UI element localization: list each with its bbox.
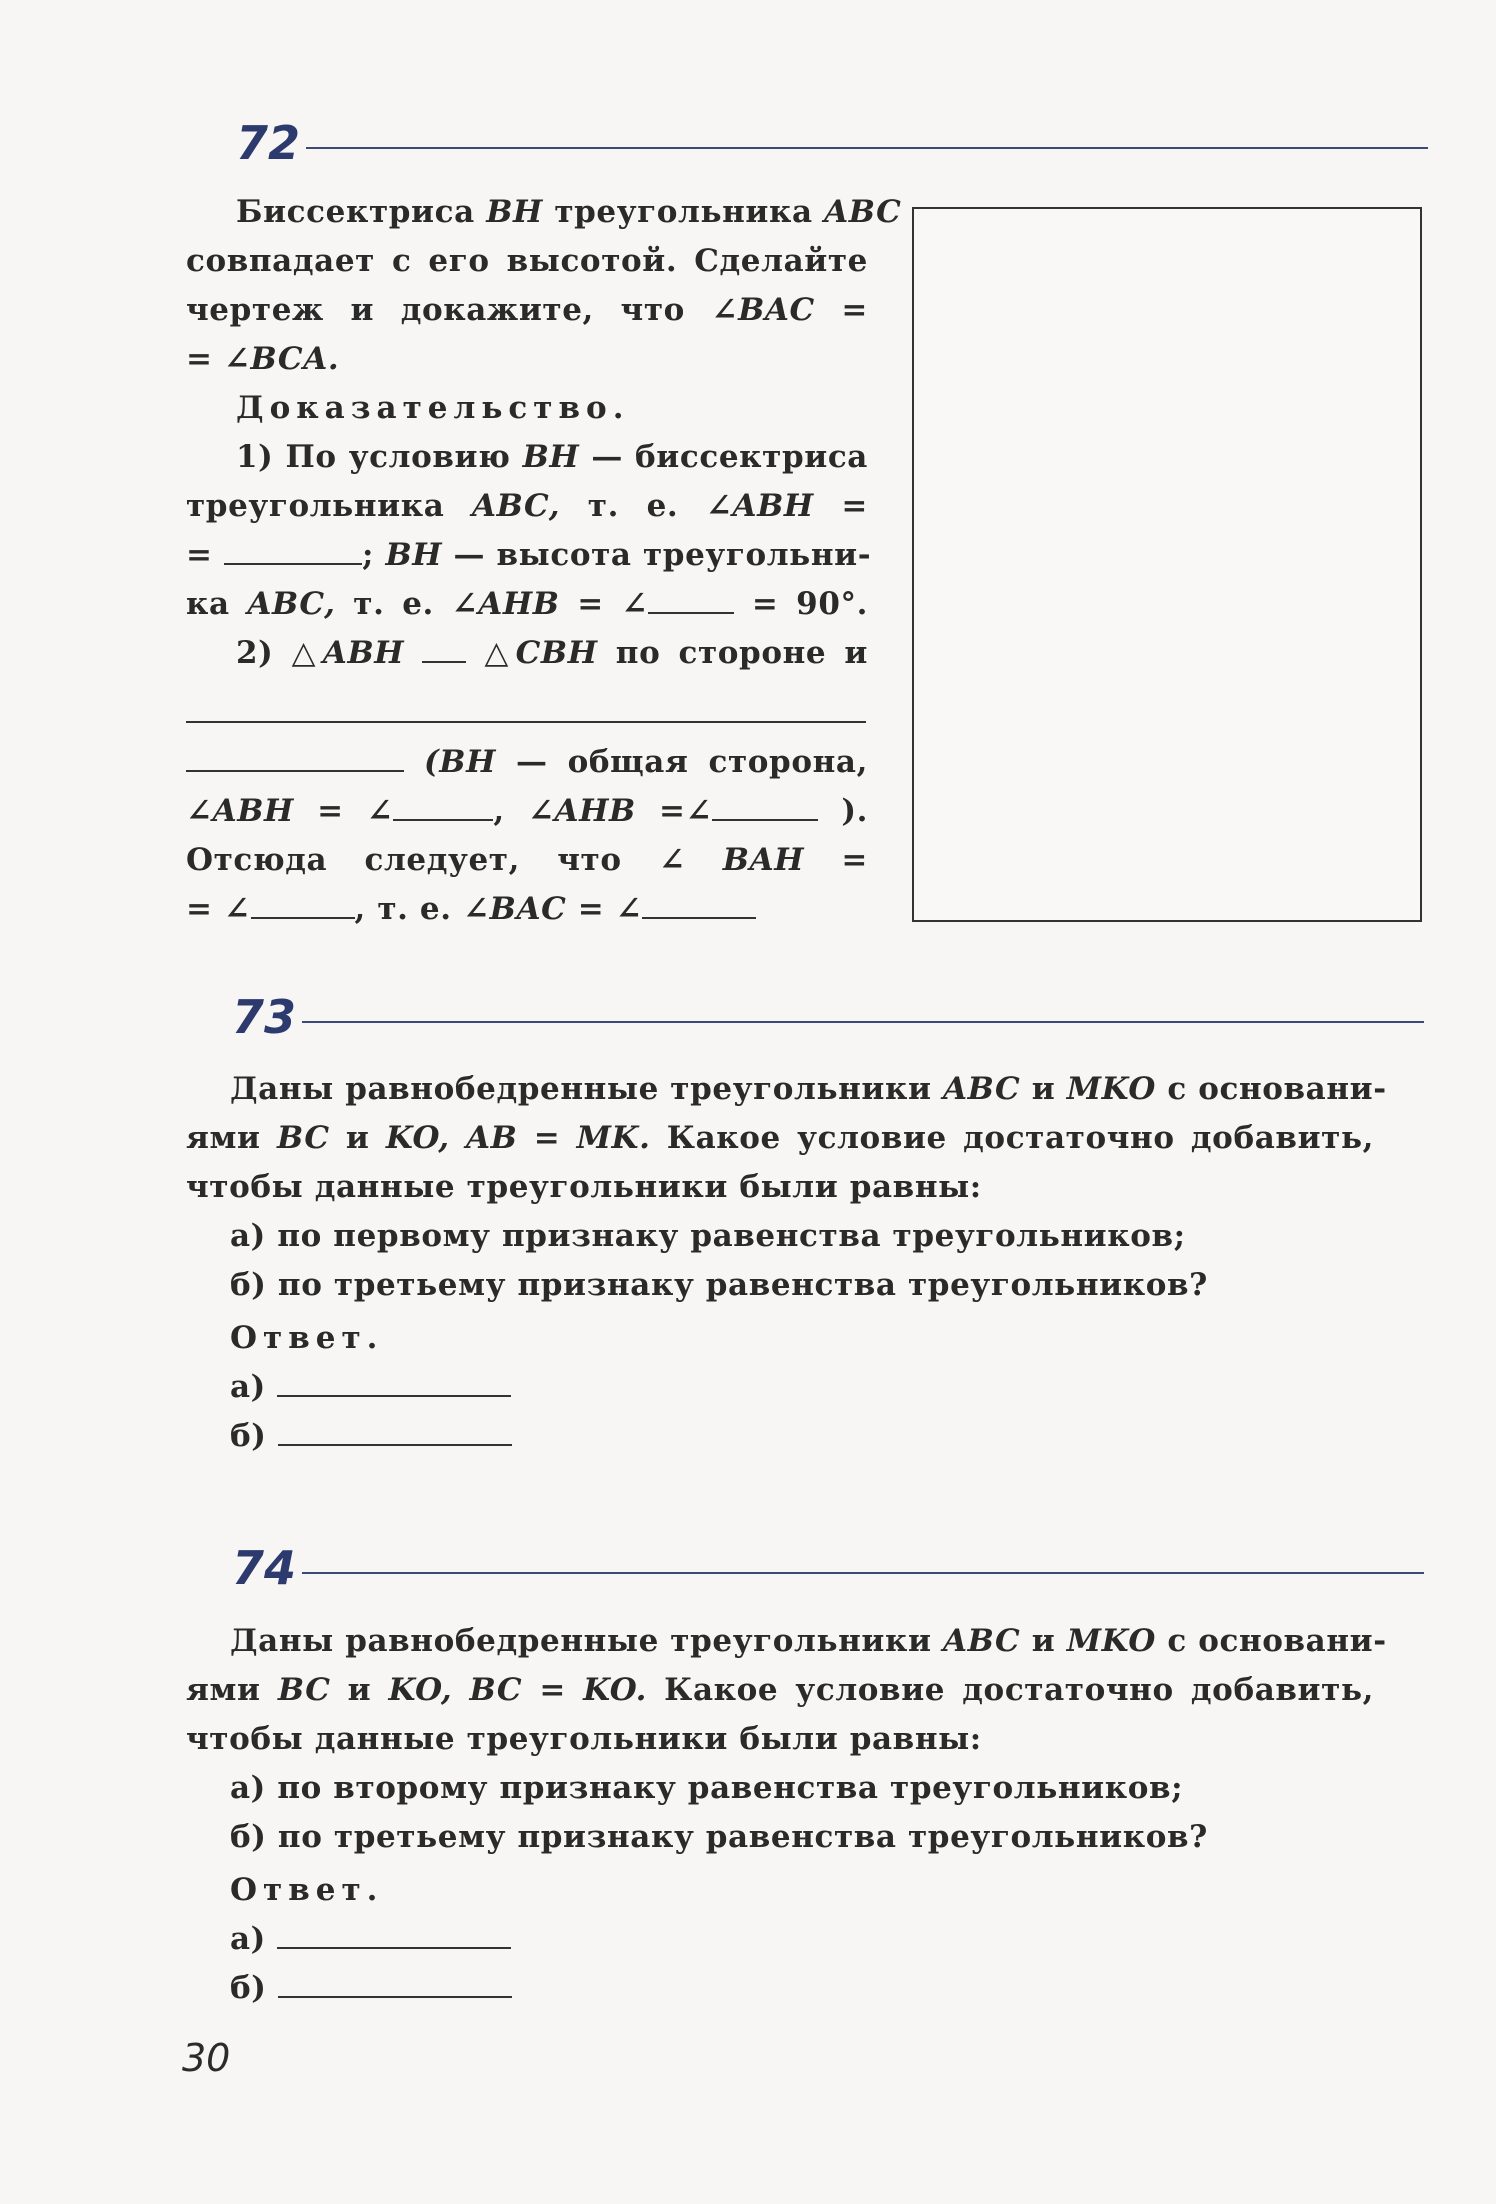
problem-72-header: [236, 113, 1428, 173]
problem-74-header: [232, 1538, 1424, 1598]
answer-a-blank[interactable]: [277, 1365, 511, 1397]
problem-number: 73: [232, 990, 297, 1044]
header-rule: [302, 1021, 1424, 1023]
page-number: 30: [182, 2036, 231, 2080]
problem-73-header: [232, 987, 1424, 1047]
problem-72-text-cont: (BH — общая сторона, ∠ABH = ∠ , ∠AHB =∠ ). Отсюда следует, что ∠ BAH = = ∠ , т. е. ∠BAC = ∠: [186, 738, 868, 934]
answer-label: Ответ.: [230, 1872, 384, 1908]
problem-74-text: Даны равнобедренные треугольники ABC и MKO с основани- ями BC и KO, BC = KO. Какое условие достаточно добавить, чтобы данные треугольники были равны: а) по второму признаку равенства треугольников; б) по третьему признаку равенства треугольников? Ответ. а) б): [186, 1623, 1387, 2006]
answer-blank[interactable]: [422, 631, 466, 663]
answer-label: Ответ.: [230, 1320, 384, 1356]
problem-72-text: Биссектриса BH треугольника ABC совпадает с его высотой. Сделайте чертеж и докажите, что ∠BAC = = ∠BCA. Доказательство. 1) По условию BH — биссектриса треугольника ABC, т. е. ∠ABH = = ; BH — высота треугольни- ка ABC, т. е. ∠AHB = ∠ = 90°. 2) △ABH △CBH по стороне и: [186, 194, 902, 671]
answer-blank[interactable]: [393, 789, 493, 821]
answer-blank[interactable]: [648, 582, 734, 614]
answer-blank[interactable]: [224, 533, 362, 565]
problem-number: 74: [232, 1541, 297, 1595]
answer-rule[interactable]: [186, 721, 866, 723]
answer-blank[interactable]: [251, 887, 355, 919]
answer-b-blank[interactable]: [278, 1966, 512, 1998]
problem-73-text: Даны равнобедренные треугольники ABC и MKO с основани- ями BC и KO, AB = MK. Какое условие достаточно добавить, чтобы данные треугольники были равны: а) по первому признаку равенства треугольников; б) по третьему признаку равенства треугольников? Ответ. а) б): [186, 1071, 1387, 1454]
answer-blank[interactable]: [642, 887, 756, 919]
header-rule: [302, 1572, 1424, 1574]
answer-a-blank[interactable]: [277, 1917, 511, 1949]
header-rule: [306, 147, 1428, 149]
answer-blank[interactable]: [186, 740, 404, 772]
answer-blank[interactable]: [712, 789, 818, 821]
answer-b-blank[interactable]: [278, 1414, 512, 1446]
proof-title: Доказательство.: [236, 390, 630, 426]
drawing-area[interactable]: [912, 207, 1422, 922]
problem-number: 72: [236, 116, 301, 170]
